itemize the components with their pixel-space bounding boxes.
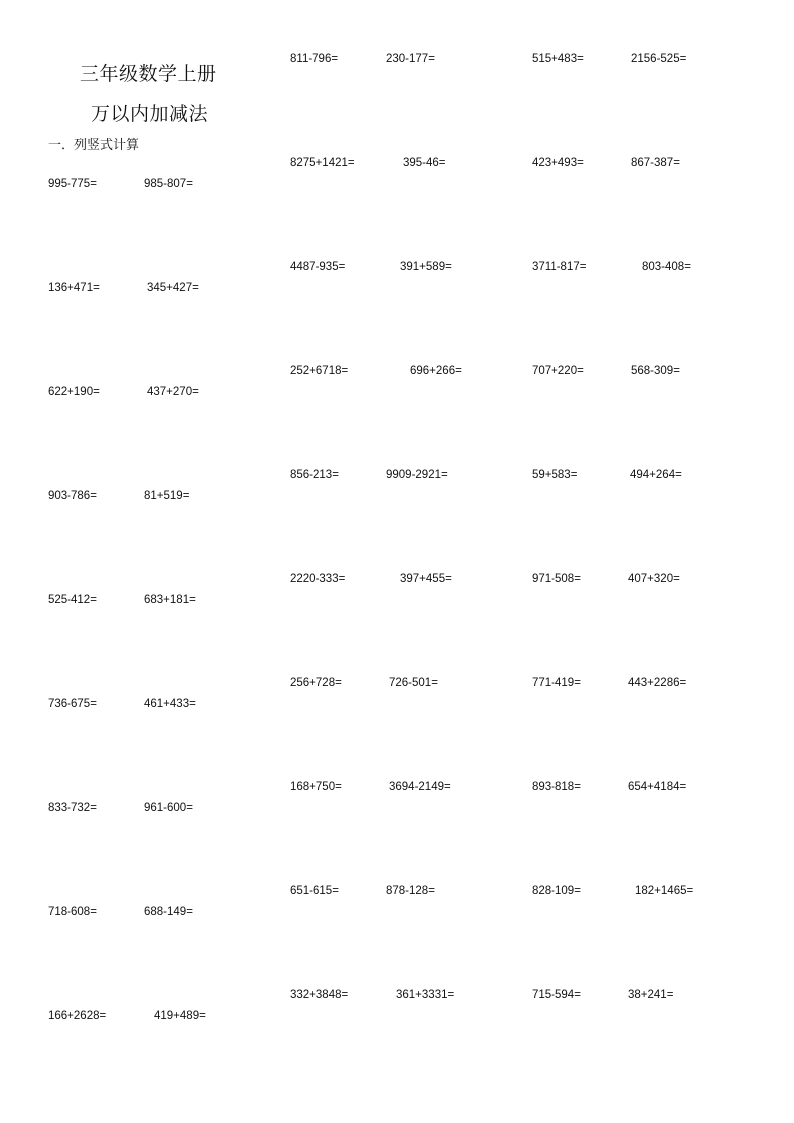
problem-left-b-7: 961-600= <box>144 802 193 814</box>
problem-left-a-4: 903-786= <box>48 490 97 502</box>
problem-mid-b-1: 230-177= <box>386 53 435 65</box>
problem-mid-b-6: 397+455= <box>400 573 452 585</box>
problem-right-b-4: 568-309= <box>631 365 680 377</box>
problem-left-a-7: 833-732= <box>48 802 97 814</box>
problem-right-b-1: 2156-525= <box>631 53 687 65</box>
problem-left-a-5: 525-412= <box>48 594 97 606</box>
problem-right-a-3: 3711-817= <box>532 261 587 273</box>
section-heading: 一．列竖式计算 <box>48 138 140 153</box>
problem-left-b-8: 688-149= <box>144 906 193 918</box>
problem-right-a-10: 715-594= <box>532 989 581 1001</box>
problem-mid-b-5: 9909-2921= <box>386 469 448 481</box>
problem-right-a-7: 771-419= <box>532 677 581 689</box>
problem-mid-a-9: 651-615= <box>290 885 339 897</box>
problem-mid-b-4: 696+266= <box>410 365 462 377</box>
problem-mid-b-7: 726-501= <box>389 677 438 689</box>
problem-left-b-5: 683+181= <box>144 594 196 606</box>
problem-right-b-5: 494+264= <box>630 469 682 481</box>
problem-left-b-3: 437+270= <box>147 386 199 398</box>
problem-mid-a-8: 168+750= <box>290 781 342 793</box>
problem-right-b-9: 182+1465= <box>635 885 694 897</box>
problem-mid-a-4: 252+6718= <box>290 365 349 377</box>
problem-mid-b-8: 3694-2149= <box>389 781 451 793</box>
page-title: 三年级数学上册 <box>80 63 217 85</box>
problem-right-a-5: 59+583= <box>532 469 578 481</box>
problem-mid-a-10: 332+3848= <box>290 989 349 1001</box>
problem-left-b-6: 461+433= <box>144 698 196 710</box>
problem-left-b-4: 81+519= <box>144 490 190 502</box>
problem-right-a-9: 828-109= <box>532 885 581 897</box>
problem-mid-b-3: 391+589= <box>400 261 452 273</box>
problem-mid-a-1: 811-796= <box>290 53 339 65</box>
problem-mid-a-6: 2220-333= <box>290 573 346 585</box>
problem-left-a-1: 995-775= <box>48 178 97 190</box>
problem-mid-b-10: 361+3331= <box>396 989 455 1001</box>
problem-left-a-9: 166+2628= <box>48 1010 107 1022</box>
problem-right-b-10: 38+241= <box>628 989 674 1001</box>
problem-right-a-2: 423+493= <box>532 157 584 169</box>
problem-mid-a-7: 256+728= <box>290 677 342 689</box>
problem-left-a-2: 136+471= <box>48 282 100 294</box>
problem-right-b-8: 654+4184= <box>628 781 687 793</box>
problem-mid-b-2: 395-46= <box>403 157 446 169</box>
problem-mid-b-9: 878-128= <box>386 885 435 897</box>
page-subtitle: 万以内加减法 <box>91 103 209 125</box>
problem-left-b-9: 419+489= <box>154 1010 206 1022</box>
problem-left-b-1: 985-807= <box>144 178 193 190</box>
problem-right-a-6: 971-508= <box>532 573 581 585</box>
problem-mid-a-3: 4487-935= <box>290 261 346 273</box>
problem-right-b-6: 407+320= <box>628 573 680 585</box>
problem-right-a-8: 893-818= <box>532 781 581 793</box>
problem-mid-a-2: 8275+1421= <box>290 157 355 169</box>
problem-right-a-1: 515+483= <box>532 53 584 65</box>
problem-right-a-4: 707+220= <box>532 365 584 377</box>
problem-right-b-7: 443+2286= <box>628 677 687 689</box>
problem-left-a-6: 736-675= <box>48 698 97 710</box>
problem-left-a-8: 718-608= <box>48 906 97 918</box>
problem-right-b-2: 867-387= <box>631 157 680 169</box>
problem-mid-a-5: 856-213= <box>290 469 339 481</box>
problem-left-a-3: 622+190= <box>48 386 100 398</box>
problem-right-b-3: 803-408= <box>642 261 691 273</box>
problem-left-b-2: 345+427= <box>147 282 199 294</box>
